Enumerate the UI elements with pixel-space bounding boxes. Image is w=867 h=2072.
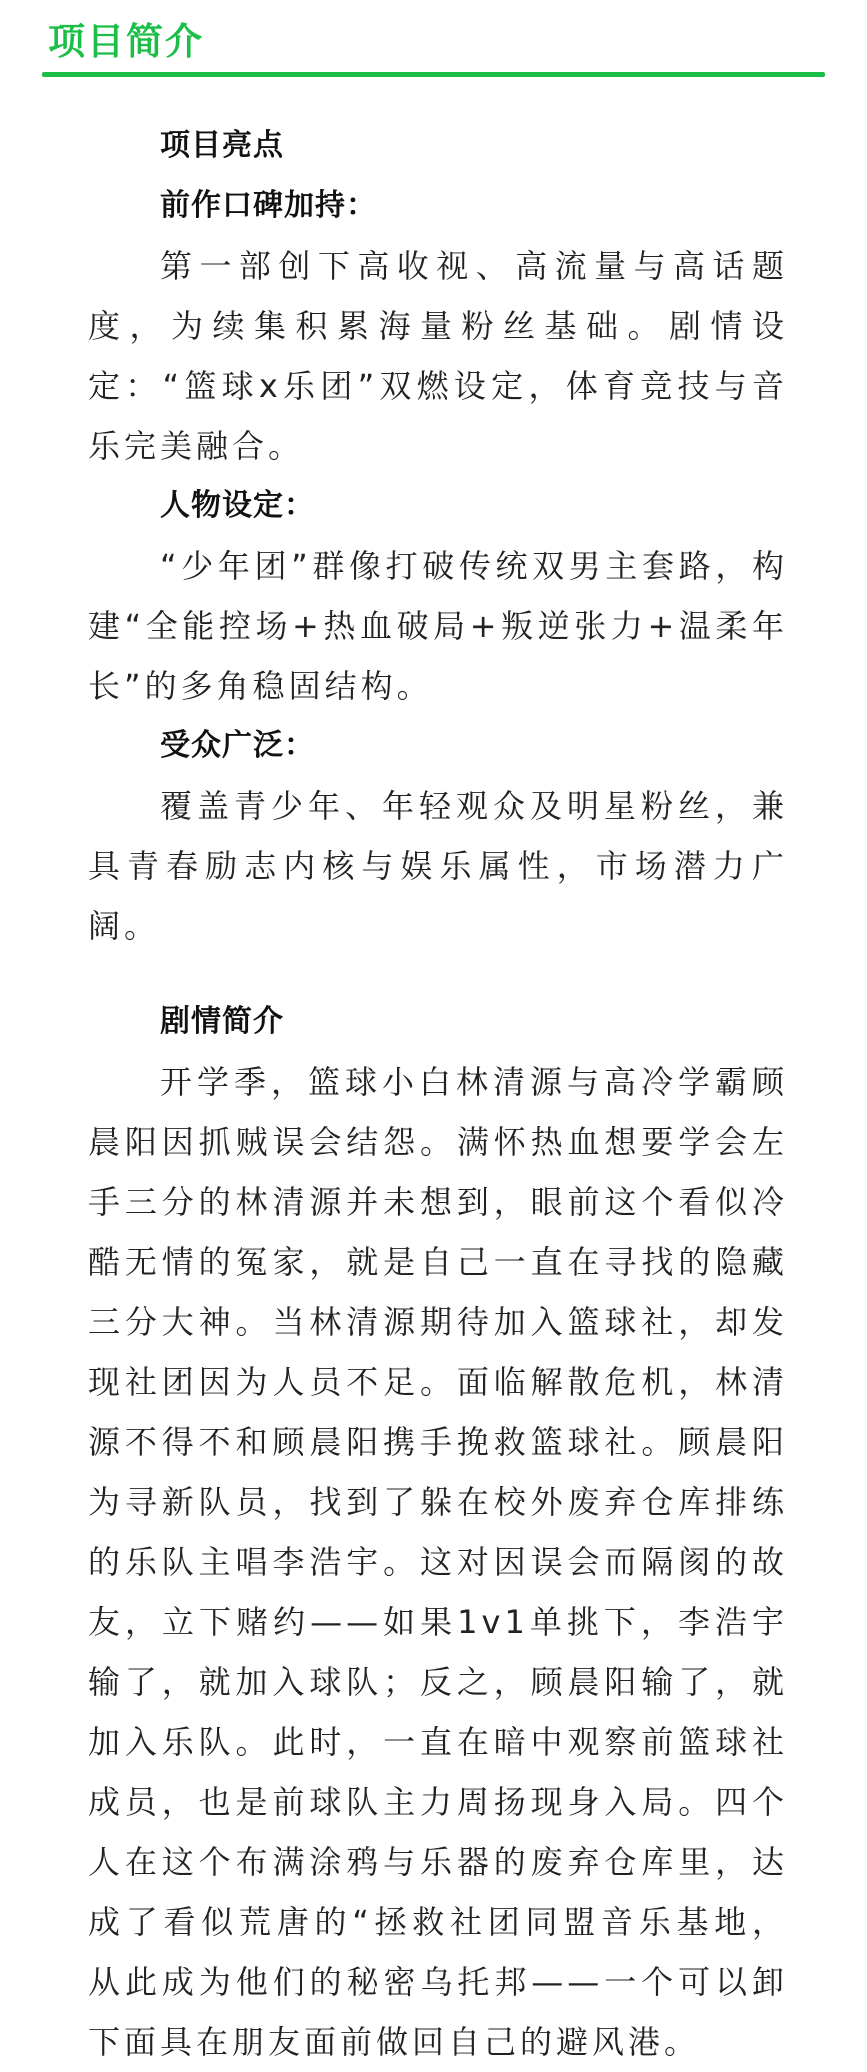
highlight-label: 人物设定： (160, 488, 315, 523)
highlights-heading: 项目亮点 (160, 128, 284, 163)
highlight-label: 受众广泛： (160, 728, 315, 763)
highlight-text: 第一部创下高收视、高流量与高话题度，为续集积累海量粉丝基础。剧情设定：“篮球x乐团”双燃设定，体育竞技与音乐完美融合。 (88, 247, 788, 465)
highlight-label: 前作口碑加持： (160, 188, 377, 223)
section-spacer (88, 956, 788, 992)
highlight-text: “少年团”群像打破传统双男主套路，构建“全能控场+热血破局+叛逆张力+温柔年长”的多角稳固结构。 (88, 547, 788, 705)
section-title: 项目简介 (48, 20, 204, 63)
section-header (42, 10, 825, 80)
highlight-text: 覆盖青少年、年轻观众及明星粉丝，兼具青春励志内核与娱乐属性，市场潜力广阔。 (88, 787, 788, 945)
section-divider (42, 72, 825, 77)
article-body (88, 116, 788, 2072)
synopsis-heading: 剧情简介 (160, 1004, 284, 1039)
synopsis-text: 开学季，篮球小白林清源与高冷学霸顾晨阳因抓贼误会结怨。满怀热血想要学会左手三分的林清源并未想到，眼前这个看似冷酷无情的冤家，就是自己一直在寻找的隐藏三分大神。当林清源期待加入篮球社，却发现社团因为人员不足。面临解散危机，林清源不得不和顾晨阳携手挽救篮球社。顾晨阳为寻新队员，找到了躲在校外废弃仓库排练的乐队主唱李浩宇。这对因误会而隔阂的故友，立下赌约——如果1v1单挑下，李浩宇输了，就加入球队；反之，顾晨阳输了，就加入乐队。此时，一直在暗中观察前篮球社成员，也是前球队主力周扬现身入局。四个人在这个布满涂鸦与乐器的废弃仓库里，达成了看似荒唐的“拯救社团同盟音乐基地，从此成为他们的秘密乌托邦——一个可以卸下面具在朋友面前做回自己的避风港。 (88, 1063, 788, 2061)
